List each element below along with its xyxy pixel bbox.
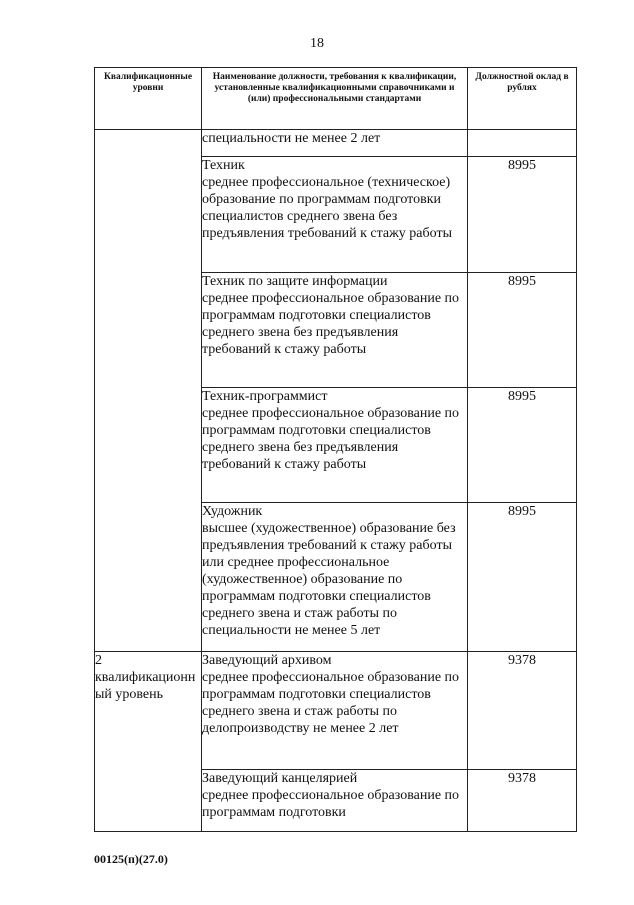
header-level: Квалификационные уровни <box>95 68 202 130</box>
salary-cell-empty <box>468 130 577 157</box>
level-cell <box>95 652 202 832</box>
table-row <box>95 652 577 770</box>
continuation-text: специальности не менее 2 лет <box>202 131 381 146</box>
salary-cell: 9378 <box>468 770 577 832</box>
table-row-continuation <box>95 130 577 157</box>
position-cell <box>202 157 468 273</box>
position-title: Техник <box>202 158 245 173</box>
position-cell <box>202 652 468 770</box>
position-title: Художник <box>202 504 263 519</box>
header-salary: Должностной оклад в рублях <box>468 68 577 130</box>
level-label: квалификационный уровень <box>95 670 196 702</box>
position-requirements: среднее профессиональное образование по программам подготовки специалистов среднего звена без предъявления требований к стажу работы <box>202 406 460 472</box>
page-number: 18 <box>310 36 324 51</box>
position-requirements: среднее профессиональное образование по программам подготовки специалистов среднего звена и стаж работы по делопроизводству не менее 2 лет <box>202 670 460 736</box>
position-cell <box>202 503 468 652</box>
position-cell <box>202 388 468 503</box>
position-title: Заведующий архивом <box>202 653 332 668</box>
position-cell <box>202 273 468 388</box>
salary-cell: 8995 <box>468 273 577 388</box>
position-title: Заведующий канцелярией <box>202 771 358 786</box>
qualification-table <box>94 67 577 832</box>
salary-cell: 8995 <box>468 157 577 273</box>
position-title: Техник-программист <box>202 389 328 404</box>
position-requirements: среднее профессиональное образование по программам подготовки специалистов среднего звена без предъявления требований к стажу работы <box>202 291 460 357</box>
header-position: Наименование должности, требования к квалификации, установленные квалификационными справочниками и (или) профессиональными стандартами <box>202 68 468 130</box>
document-code: 00125(п)(27.0) <box>94 852 168 866</box>
salary-cell: 8995 <box>468 388 577 503</box>
level-cell-empty <box>95 130 202 652</box>
salary-cell: 9378 <box>468 652 577 770</box>
position-title: Техник по защите информации <box>202 274 388 289</box>
position-requirements: среднее профессиональное (техническое) образование по программам подготовки специалистов среднего звена без предъявления требований к стажу работы <box>202 175 452 241</box>
continuation-cell <box>202 130 468 157</box>
table-header-row <box>95 68 577 130</box>
salary-cell: 8995 <box>468 503 577 652</box>
level-number: 2 <box>95 653 102 668</box>
position-requirements: среднее профессиональное образование по программам подготовки <box>202 788 460 820</box>
position-requirements: высшее (художественное) образование без предъявления требований к стажу работы или среднее профессиональное (художественное) образование по программам подготовки специалистов среднего звена и стаж работы по специальности не менее 5 лет <box>202 521 456 638</box>
position-cell <box>202 770 468 832</box>
